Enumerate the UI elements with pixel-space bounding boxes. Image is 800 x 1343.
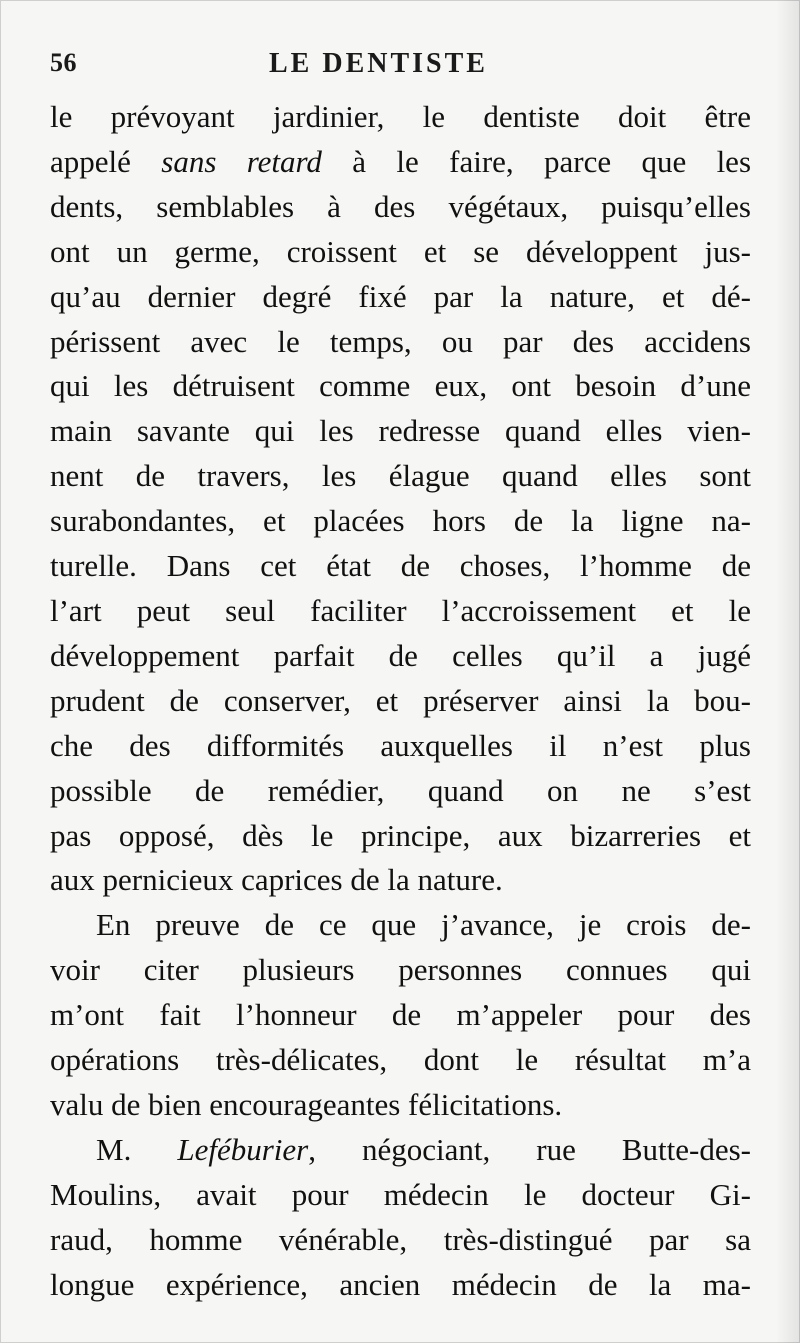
text-line-26: raud, homme vénérable, très-distingué par sa [50, 1221, 751, 1257]
text-line-10: surabondantes, et placées hors de la ligne na- [50, 503, 751, 539]
text-line-18: aux pernicieux caprices de la nature. [50, 862, 503, 898]
text-line-2-prefix: appelé [50, 143, 162, 179]
text-line-11: turelle. Dans cet état de choses, l’homme de [50, 548, 751, 584]
text-line-19: En preuve de ce que j’avance, je crois de- [96, 907, 751, 943]
text-line-5: qu’au dernier degré fixé par la nature, et dé- [50, 278, 751, 314]
text-line-27: longue expérience, ancien médecin de la ma- [50, 1266, 751, 1302]
text-line-2 [50, 140, 751, 185]
running-header [0, 43, 800, 83]
text-line-16: possible de remédier, quand on ne s’est [50, 772, 751, 808]
text-line-17: pas opposé, dès le principe, aux bizarreries et [50, 817, 751, 853]
text-line-23: valu de bien encourageantes félicitations. [50, 1086, 563, 1122]
text-line-25: Moulins, avait pour médecin le docteur Gi- [50, 1176, 751, 1212]
page-edge-shadow [776, 0, 800, 1343]
body-text [50, 95, 751, 1307]
text-line-24-suffix: , négociant, rue Butte-des- [308, 1131, 751, 1167]
text-line-12: l’art peut seul faciliter l’accroissement et le [50, 592, 751, 628]
text-line-22: opérations très-délicates, dont le résultat m’a [50, 1042, 751, 1078]
text-line-1: le prévoyant jardinier, le dentiste doit être [50, 99, 751, 134]
text-line-14: prudent de conserver, et préserver ainsi la bou- [50, 682, 751, 718]
text-line-4: ont un germe, croissent et se développent jus- [50, 233, 751, 269]
text-line-24-prefix: M. [96, 1131, 178, 1167]
text-line-15: che des difformités auxquelles il n’est plus [50, 727, 751, 763]
text-line-3: dents, semblables à des végétaux, puisqu’elles [50, 188, 751, 224]
running-title: LE DENTISTE [269, 48, 488, 79]
text-line-2-suffix: à le faire, parce que les [321, 143, 752, 179]
text-line-24 [50, 1128, 751, 1173]
text-line-8: main savante qui les redresse quand elles vien- [50, 413, 751, 449]
italic-name-lefeburier: Leféburier [177, 1131, 309, 1167]
page-number: 56 [50, 48, 77, 77]
text-line-13: développement parfait de celles qu’il a jugé [50, 637, 751, 673]
text-line-9: nent de travers, les élague quand elles sont [50, 458, 751, 494]
text-line-7: qui les détruisent comme eux, ont besoin d’une [50, 368, 751, 404]
text-line-20: voir citer plusieurs personnes connues qui [50, 952, 751, 988]
text-line-6: périssent avec le temps, ou par des accidens [50, 323, 751, 359]
text-line-21: m’ont fait l’honneur de m’appeler pour des [50, 997, 751, 1033]
italic-phrase-sans-retard: sans retard [161, 143, 322, 179]
